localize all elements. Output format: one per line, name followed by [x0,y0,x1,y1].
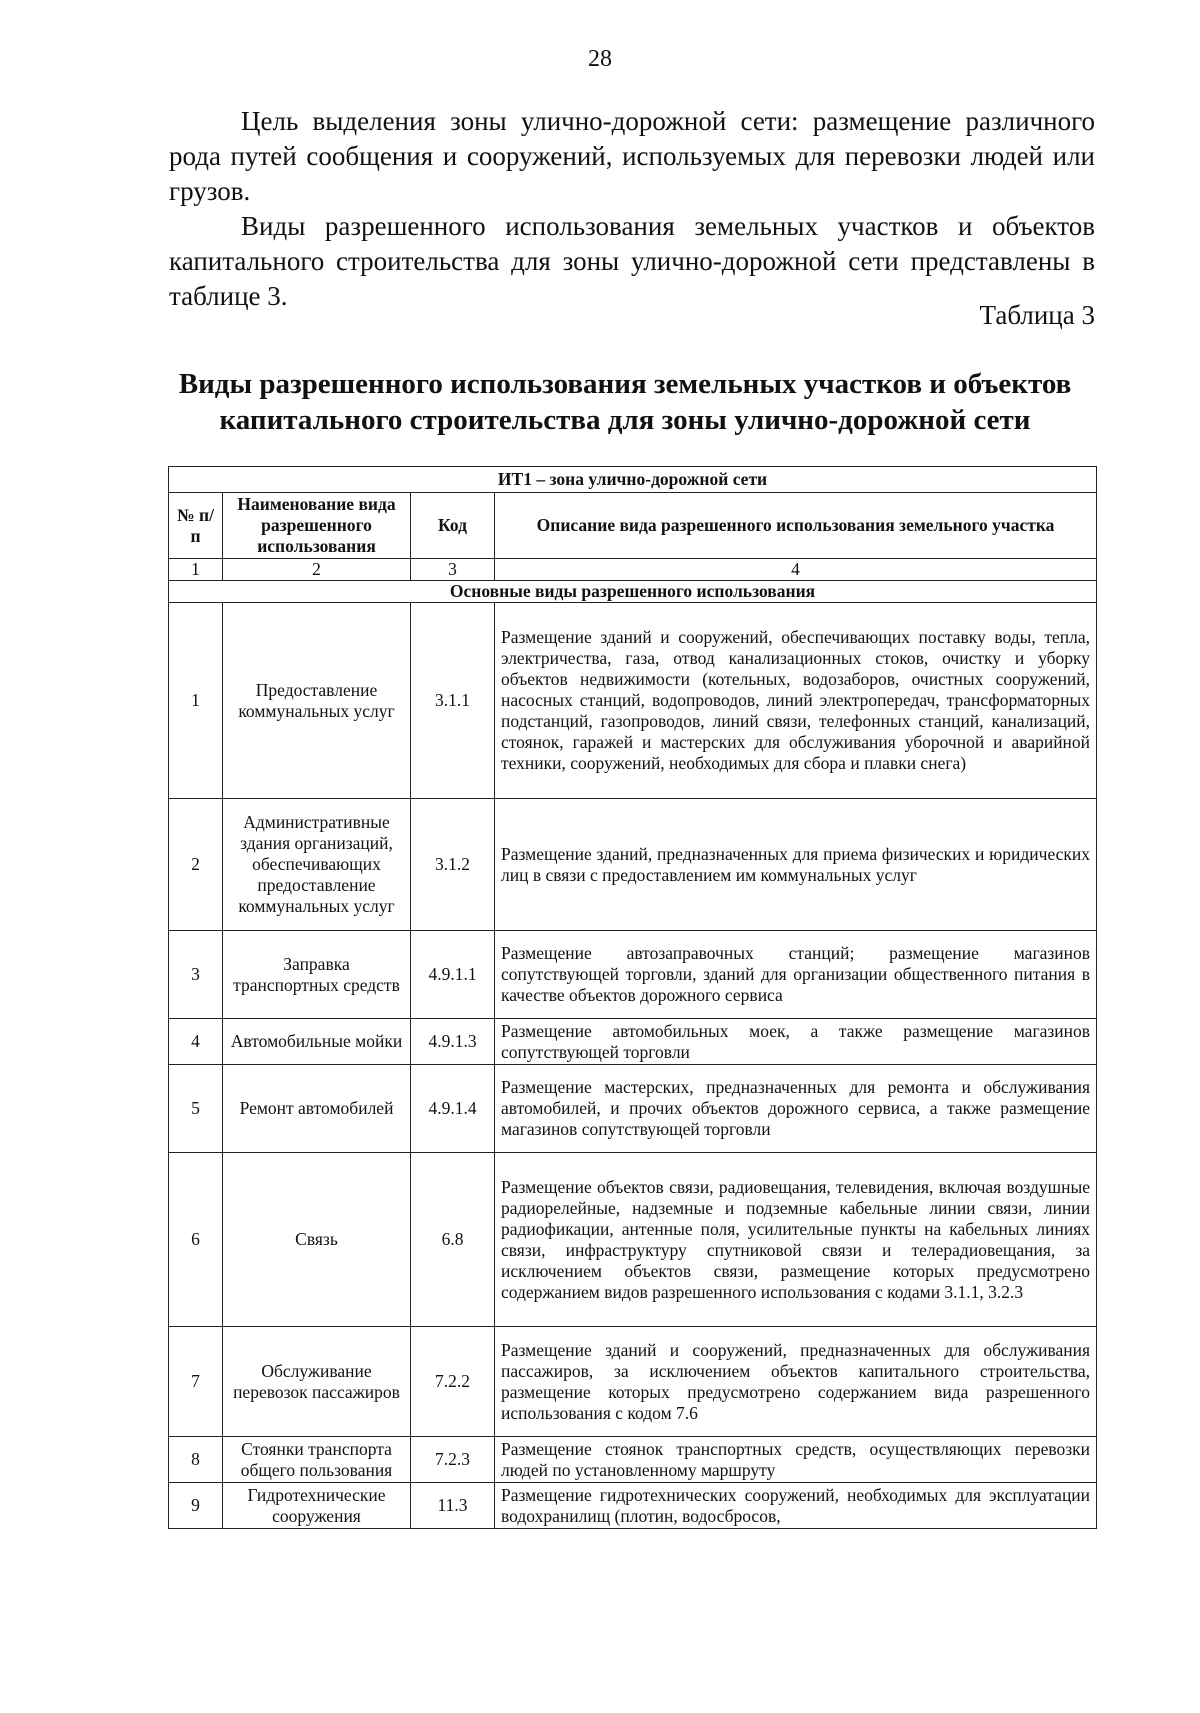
column-number: 1 [169,559,223,581]
row-number: 3 [169,931,223,1019]
use-description: Размещение стоянок транспортных средств, осуществляющих перевозки людей по установленному маршруту [495,1437,1097,1483]
use-description: Размещение автомобильных моек, а также размещение магазинов сопутствующей торговли [495,1019,1097,1065]
row-number: 2 [169,799,223,931]
use-name: Предоставление коммунальных услуг [223,603,411,799]
table-row [169,799,1097,931]
section-header: Основные виды разрешенного использования [169,581,1097,603]
row-number: 5 [169,1065,223,1153]
use-description: Размещение зданий, предназначенных для приема физических и юридических лиц в связи с предоставлением им коммунальных услуг [495,799,1097,931]
use-name: Обслуживание перевозок пассажиров [223,1327,411,1437]
intro-text [169,104,1095,314]
row-number: 1 [169,603,223,799]
row-number: 4 [169,1019,223,1065]
use-code: 4.9.1.4 [411,1065,495,1153]
table-row [169,1019,1097,1065]
use-code: 3.1.1 [411,603,495,799]
column-header-code: Код [411,493,495,559]
table-row [169,931,1097,1019]
row-number: 6 [169,1153,223,1327]
use-code: 7.2.3 [411,1437,495,1483]
use-code: 4.9.1.1 [411,931,495,1019]
use-code: 3.1.2 [411,799,495,931]
use-name: Стоянки транспорта общего пользования [223,1437,411,1483]
column-number: 4 [495,559,1097,581]
intro-paragraph-reference: Виды разрешенного использования земельных участков и объектов капитального строительства для зоны улично-дорожной сети представлены в таблице 3. [169,211,1095,311]
use-code: 11.3 [411,1483,495,1529]
use-description: Размещение зданий и сооружений, обеспечивающих поставку воды, тепла, электричества, газа, отвод канализационных стоков, очистку и уборку объектов недвижимости (котельных, водозаборов, очистных сооружений, насосных станций, водопроводов, линий электропередач, трансформаторных подстанций, газопроводов, линий связи, телефонных станций, канализаций, стоянок, гаражей и мастерских для обслуживания уборочной и аварийной техники, сооружений, необходимых для сбора и плавки снега) [495,603,1097,799]
column-number: 3 [411,559,495,581]
use-name: Заправка транспортных средств [223,931,411,1019]
use-description: Размещение автозаправочных станций; размещение магазинов сопутствующей торговли, зданий для организации общественного питания в качестве объектов дорожного сервиса [495,931,1097,1019]
document-title-line-2: капитального строительства для зоны улично-дорожной сети [219,404,1031,436]
use-name: Гидротехнические сооружения [223,1483,411,1529]
table-row [169,1437,1097,1483]
column-header-name: Наименование вида разрешенного использования [223,493,411,559]
table-row [169,1065,1097,1153]
use-code: 6.8 [411,1153,495,1327]
use-name: Связь [223,1153,411,1327]
table-caption: Таблица 3 [979,300,1095,330]
table-row [169,1483,1097,1529]
use-description: Размещение гидротехнических сооружений, необходимых для эксплуатации водохранилищ (плотин, водосбросов, [495,1483,1097,1529]
permitted-use-table [168,466,1097,1529]
page-number: 28 [588,46,612,72]
intro-paragraph-purpose: Цель выделения зоны улично-дорожной сети: размещение различного рода путей сообщения и сооружений, используемых для перевозки людей или грузов. [169,106,1095,206]
column-header-description: Описание вида разрешенного использования земельного участка [495,493,1097,559]
use-name: Ремонт автомобилей [223,1065,411,1153]
column-number: 2 [223,559,411,581]
row-number: 8 [169,1437,223,1483]
row-number: 7 [169,1327,223,1437]
table-row [169,1327,1097,1437]
document-title-line-1: Виды разрешенного использования земельных участков и объектов [178,368,1072,400]
use-code: 7.2.2 [411,1327,495,1437]
row-number: 9 [169,1483,223,1529]
column-header-number: № п/п [169,493,223,559]
use-name: Автомобильные мойки [223,1019,411,1065]
use-description: Размещение объектов связи, радиовещания, телевидения, включая воздушные радиорелейные, надземные и подземные кабельные линии связи, линии радиофикации, антенные поля, усилительные пункты на кабельных линиях связи, инфраструктуру спутниковой связи и телерадиовещания, за исключением объектов связи, размещение которых предусмотрено содержанием видов разрешенного использования с кодами 3.1.1, 3.2.3 [495,1153,1097,1327]
use-name: Административные здания организаций, обеспечивающих предоставление коммунальных услуг [223,799,411,931]
table-row [169,603,1097,799]
table-row [169,1153,1097,1327]
use-description: Размещение мастерских, предназначенных для ремонта и обслуживания автомобилей, и прочих объектов дорожного сервиса, а также размещение магазинов сопутствующей торговли [495,1065,1097,1153]
use-description: Размещение зданий и сооружений, предназначенных для обслуживания пассажиров, за исключением объектов капитального строительства, размещение которых предусмотрено содержанием вида разрешенного использования с кодом 7.6 [495,1327,1097,1437]
document-title [150,366,1100,438]
zone-header: ИТ1 – зона улично-дорожной сети [169,467,1097,493]
use-code: 4.9.1.3 [411,1019,495,1065]
